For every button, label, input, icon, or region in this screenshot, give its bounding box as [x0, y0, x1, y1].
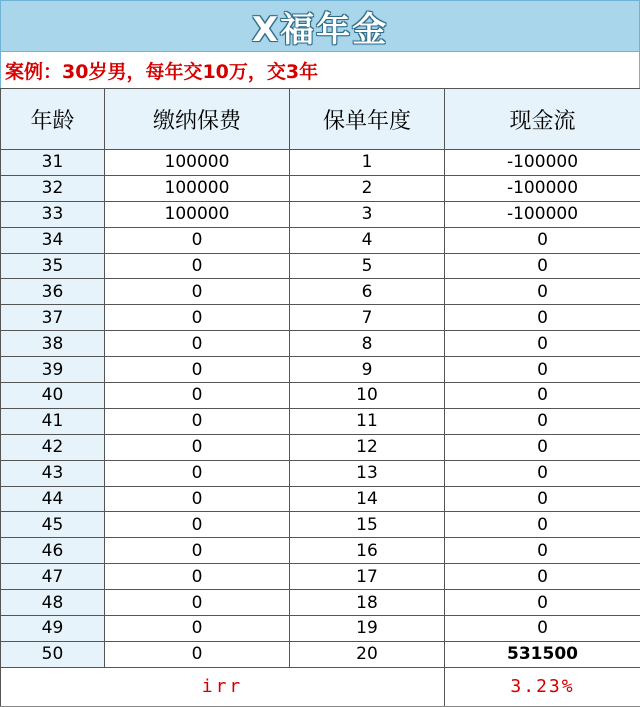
- age-cell: 44: [1, 486, 105, 512]
- table-row: [1, 175, 640, 201]
- table-row: [1, 357, 640, 383]
- header-cash-flow: 现金流: [445, 89, 640, 150]
- table-row: [1, 434, 640, 460]
- table-row: [1, 201, 640, 227]
- premium-cell: 0: [105, 564, 290, 590]
- cash-flow-cell: 0: [445, 305, 640, 331]
- policy-year-cell: 11: [290, 408, 445, 434]
- premium-cell: 0: [105, 434, 290, 460]
- policy-year-cell: 17: [290, 564, 445, 590]
- age-cell: 47: [1, 564, 105, 590]
- policy-year-cell: 12: [290, 434, 445, 460]
- premium-cell: 0: [105, 512, 290, 538]
- age-cell: 39: [1, 357, 105, 383]
- age-cell: 49: [1, 616, 105, 642]
- policy-year-cell: 10: [290, 383, 445, 409]
- table-row: [1, 253, 640, 279]
- premium-cell: 0: [105, 305, 290, 331]
- policy-year-cell: 9: [290, 357, 445, 383]
- table-row: [1, 538, 640, 564]
- age-cell: 36: [1, 279, 105, 305]
- cash-flow-cell: 0: [445, 512, 640, 538]
- table-row: [1, 641, 640, 667]
- cash-flow-cell: 0: [445, 564, 640, 590]
- premium-cell: 0: [105, 590, 290, 616]
- age-cell: 40: [1, 383, 105, 409]
- policy-year-cell: 13: [290, 460, 445, 486]
- cash-flow-cell: 0: [445, 331, 640, 357]
- cash-flow-cell: 0: [445, 227, 640, 253]
- premium-cell: 0: [105, 331, 290, 357]
- premium-cell: 100000: [105, 175, 290, 201]
- policy-year-cell: 4: [290, 227, 445, 253]
- premium-cell: 0: [105, 641, 290, 667]
- age-cell: 48: [1, 590, 105, 616]
- header-policy-year: 保单年度: [290, 89, 445, 150]
- case-description: 案例：30岁男，每年交10万，交3年: [5, 60, 319, 83]
- policy-year-cell: 2: [290, 175, 445, 201]
- policy-year-cell: 3: [290, 201, 445, 227]
- cash-flow-cell: 0: [445, 460, 640, 486]
- table-row: [1, 460, 640, 486]
- table-row: [1, 564, 640, 590]
- sheet-title: X福年金: [251, 9, 389, 50]
- policy-year-cell: 18: [290, 590, 445, 616]
- cash-flow-cell: 0: [445, 434, 640, 460]
- cash-flow-cell: 0: [445, 616, 640, 642]
- cash-flow-cell: 0: [445, 538, 640, 564]
- table-row: [1, 305, 640, 331]
- cash-flow-cell: -100000: [445, 201, 640, 227]
- cash-flow-cell: 0: [445, 590, 640, 616]
- premium-cell: 0: [105, 538, 290, 564]
- table-row: [1, 590, 640, 616]
- policy-year-cell: 7: [290, 305, 445, 331]
- age-cell: 42: [1, 434, 105, 460]
- age-cell: 41: [1, 408, 105, 434]
- cash-flow-cell: -100000: [445, 175, 640, 201]
- cash-flow-cell: 0: [445, 486, 640, 512]
- irr-value-cell: [445, 667, 640, 706]
- premium-cell: 0: [105, 227, 290, 253]
- cashflow-table: [0, 88, 640, 707]
- cash-flow-cell: 0: [445, 383, 640, 409]
- cash-flow-cell: -100000: [445, 150, 640, 176]
- table-row: [1, 408, 640, 434]
- age-cell: 45: [1, 512, 105, 538]
- premium-cell: 0: [105, 279, 290, 305]
- age-cell: 46: [1, 538, 105, 564]
- irr-label-cell: [1, 667, 445, 706]
- premium-cell: 0: [105, 383, 290, 409]
- cash-flow-cell: 0: [445, 279, 640, 305]
- age-cell: 35: [1, 253, 105, 279]
- table-row: [1, 331, 640, 357]
- premium-cell: 0: [105, 357, 290, 383]
- case-description-row: [0, 52, 640, 88]
- policy-year-cell: 5: [290, 253, 445, 279]
- policy-year-cell: 14: [290, 486, 445, 512]
- table-body: [1, 150, 640, 668]
- table-row: [1, 512, 640, 538]
- policy-year-cell: 20: [290, 641, 445, 667]
- age-cell: 33: [1, 201, 105, 227]
- header-age: 年龄: [1, 89, 105, 150]
- age-cell: 38: [1, 331, 105, 357]
- age-cell: 34: [1, 227, 105, 253]
- irr-row: [1, 667, 640, 706]
- premium-cell: 0: [105, 253, 290, 279]
- table-row: [1, 150, 640, 176]
- table-row: [1, 486, 640, 512]
- header-row: [1, 89, 640, 150]
- cash-flow-cell: 0: [445, 408, 640, 434]
- title-bar: [0, 0, 640, 52]
- header-premium: 缴纳保费: [105, 89, 290, 150]
- age-cell: 31: [1, 150, 105, 176]
- policy-year-cell: 8: [290, 331, 445, 357]
- age-cell: 43: [1, 460, 105, 486]
- cash-flow-cell: 531500: [445, 641, 640, 667]
- age-cell: 50: [1, 641, 105, 667]
- premium-cell: 0: [105, 460, 290, 486]
- policy-year-cell: 16: [290, 538, 445, 564]
- premium-cell: 0: [105, 486, 290, 512]
- cash-flow-cell: 0: [445, 253, 640, 279]
- policy-year-cell: 1: [290, 150, 445, 176]
- table-row: [1, 227, 640, 253]
- policy-year-cell: 6: [290, 279, 445, 305]
- age-cell: 37: [1, 305, 105, 331]
- cash-flow-cell: 0: [445, 357, 640, 383]
- table-row: [1, 279, 640, 305]
- age-cell: 32: [1, 175, 105, 201]
- premium-cell: 100000: [105, 201, 290, 227]
- premium-cell: 100000: [105, 150, 290, 176]
- premium-cell: 0: [105, 408, 290, 434]
- irr-value: 3.23%: [510, 676, 575, 698]
- policy-year-cell: 19: [290, 616, 445, 642]
- table-row: [1, 616, 640, 642]
- policy-year-cell: 15: [290, 512, 445, 538]
- table-row: [1, 383, 640, 409]
- irr-label: irr: [201, 676, 244, 698]
- premium-cell: 0: [105, 616, 290, 642]
